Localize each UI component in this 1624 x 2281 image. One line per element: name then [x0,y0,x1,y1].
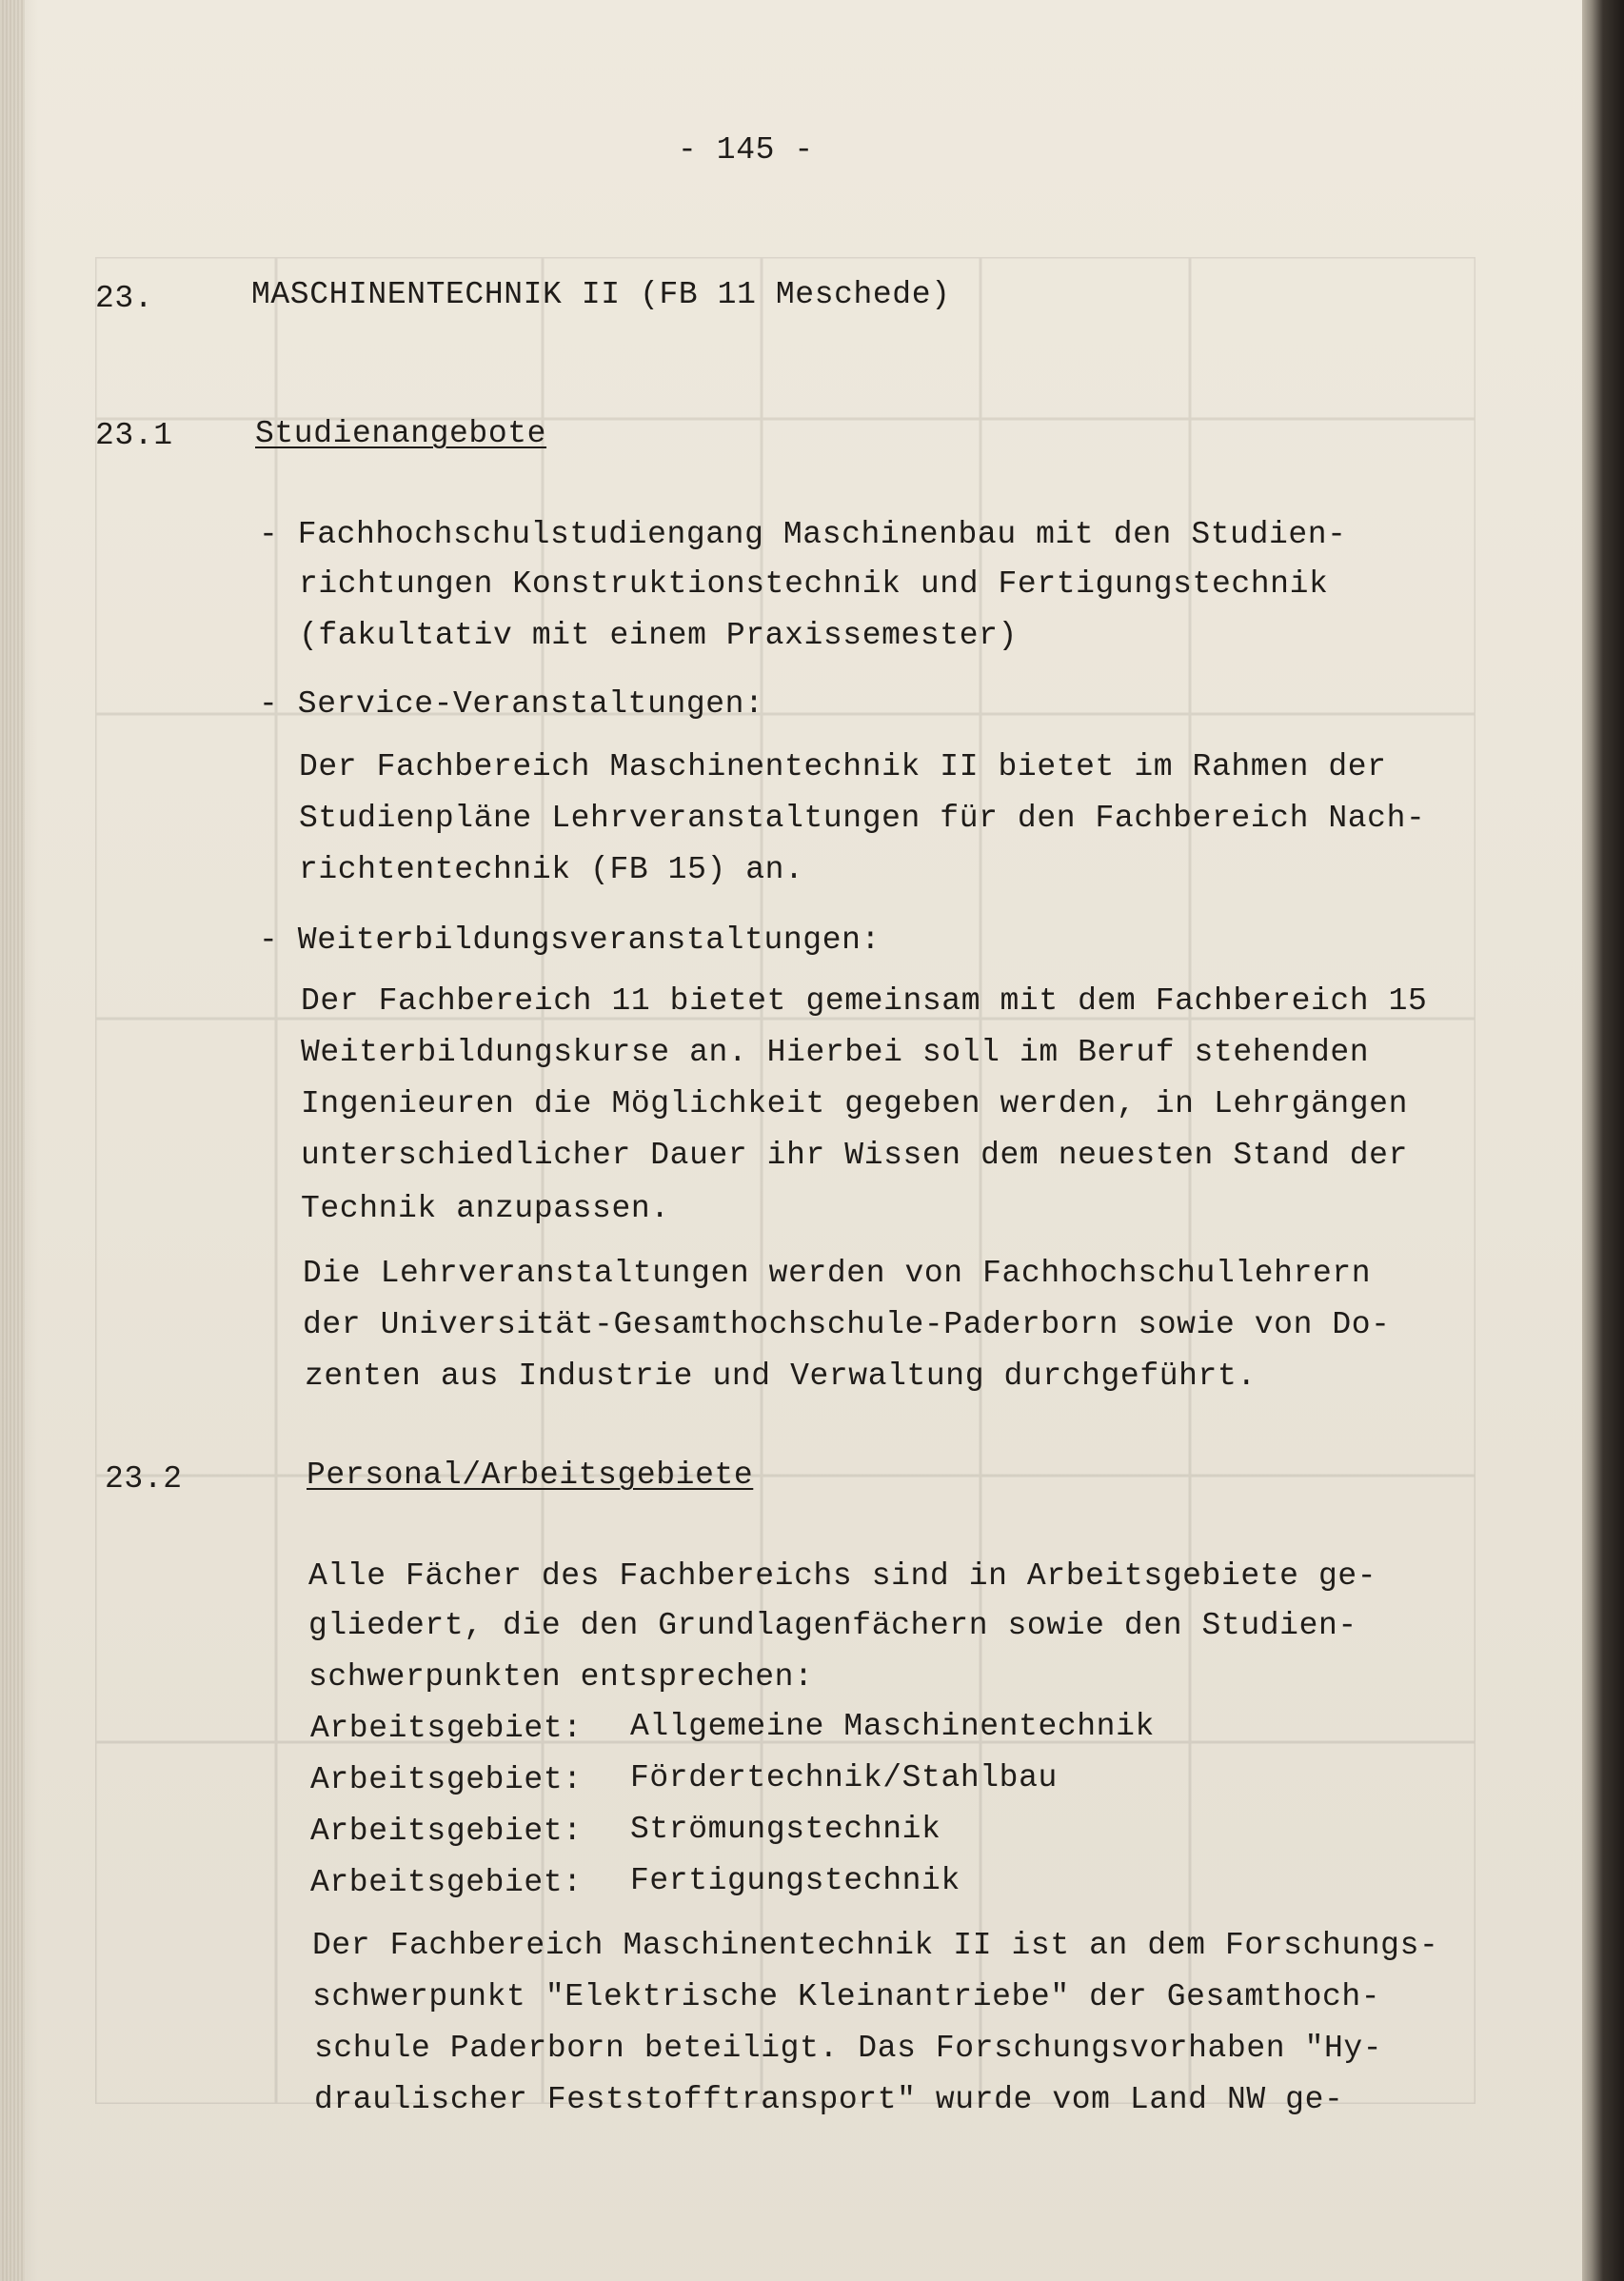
list-item-text: (fakultativ mit einem Praxissemester) [299,618,1018,653]
paragraph-line: Ingenieuren die Möglichkeit gegeben werden, in Lehrgängen [301,1086,1408,1121]
paragraph-line: Technik anzupassen. [301,1191,670,1226]
paragraph-line: zenten aus Industrie und Verwaltung durchgeführt. [305,1359,1257,1394]
list-item-text: richtungen Konstruktionstechnik und Fertigungstechnik [299,566,1329,602]
paragraph-line: schwerpunkten entsprechen: [308,1659,814,1695]
paragraph-line: Weiterbildungskurse an. Hierbei soll im Beruf stehenden [301,1035,1370,1070]
list-item-title: - Weiterbildungsveranstaltungen: [259,922,881,958]
paragraph-line: der Universität-Gesamthochschule-Paderborn sowie von Do- [303,1307,1391,1342]
subsection-heading: Studienangebote [255,416,547,451]
paragraph-line: draulischer Feststofftransport" wurde vom Land NW ge- [314,2082,1344,2117]
subsection-heading: Personal/Arbeitsgebiete [307,1458,754,1493]
paragraph-line: schule Paderborn beteiligt. Das Forschungsvorhaben "Hy- [314,2031,1383,2066]
area-value: Fördertechnik/Stahlbau [630,1760,1058,1795]
paragraph-line: richtentechnik (FB 15) an. [299,852,804,887]
paragraph-line: Studienpläne Lehrveranstaltungen für den Fachbereich Nach- [299,801,1426,836]
binding-shadow [1582,0,1624,2281]
page-number: - 145 - [678,132,814,168]
subsection-number: 23.2 [105,1461,183,1497]
page-stack-edge [0,0,25,2281]
section-number: 23. [95,281,154,316]
area-label: Arbeitsgebiet: [310,1814,583,1849]
list-item-title: - Service-Veranstaltungen: [259,686,764,722]
paragraph-line: Die Lehrveranstaltungen werden von Fachhochschullehrern [303,1256,1372,1291]
paragraph-line: unterschiedlicher Dauer ihr Wissen dem neuesten Stand der [301,1138,1408,1173]
area-label: Arbeitsgebiet: [310,1762,583,1797]
paragraph-line: Alle Fächer des Fachbereichs sind in Arbeitsgebiete ge- [308,1558,1377,1594]
subsection-number: 23.1 [95,418,173,453]
area-value: Strömungstechnik [630,1812,941,1847]
paragraph-line: Der Fachbereich 11 bietet gemeinsam mit dem Fachbereich 15 [301,983,1428,1019]
paragraph-line: gliedert, die den Grundlagenfächern sowie den Studien- [308,1608,1357,1643]
section-title: MASCHINENTECHNIK II (FB 11 Meschede) [251,277,951,312]
list-item-text: - Fachhochschulstudiengang Maschinenbau mit den Studien- [259,517,1347,552]
paragraph-line: Der Fachbereich Maschinentechnik II ist an dem Forschungs- [312,1928,1439,1963]
area-label: Arbeitsgebiet: [310,1865,583,1900]
area-value: Allgemeine Maschinentechnik [630,1709,1155,1744]
paragraph-line: Der Fachbereich Maschinentechnik II bietet im Rahmen der [299,749,1387,784]
area-value: Fertigungstechnik [630,1863,961,1898]
paragraph-line: schwerpunkt "Elektrische Kleinantriebe" der Gesamthoch- [312,1979,1381,2014]
area-label: Arbeitsgebiet: [310,1711,583,1746]
